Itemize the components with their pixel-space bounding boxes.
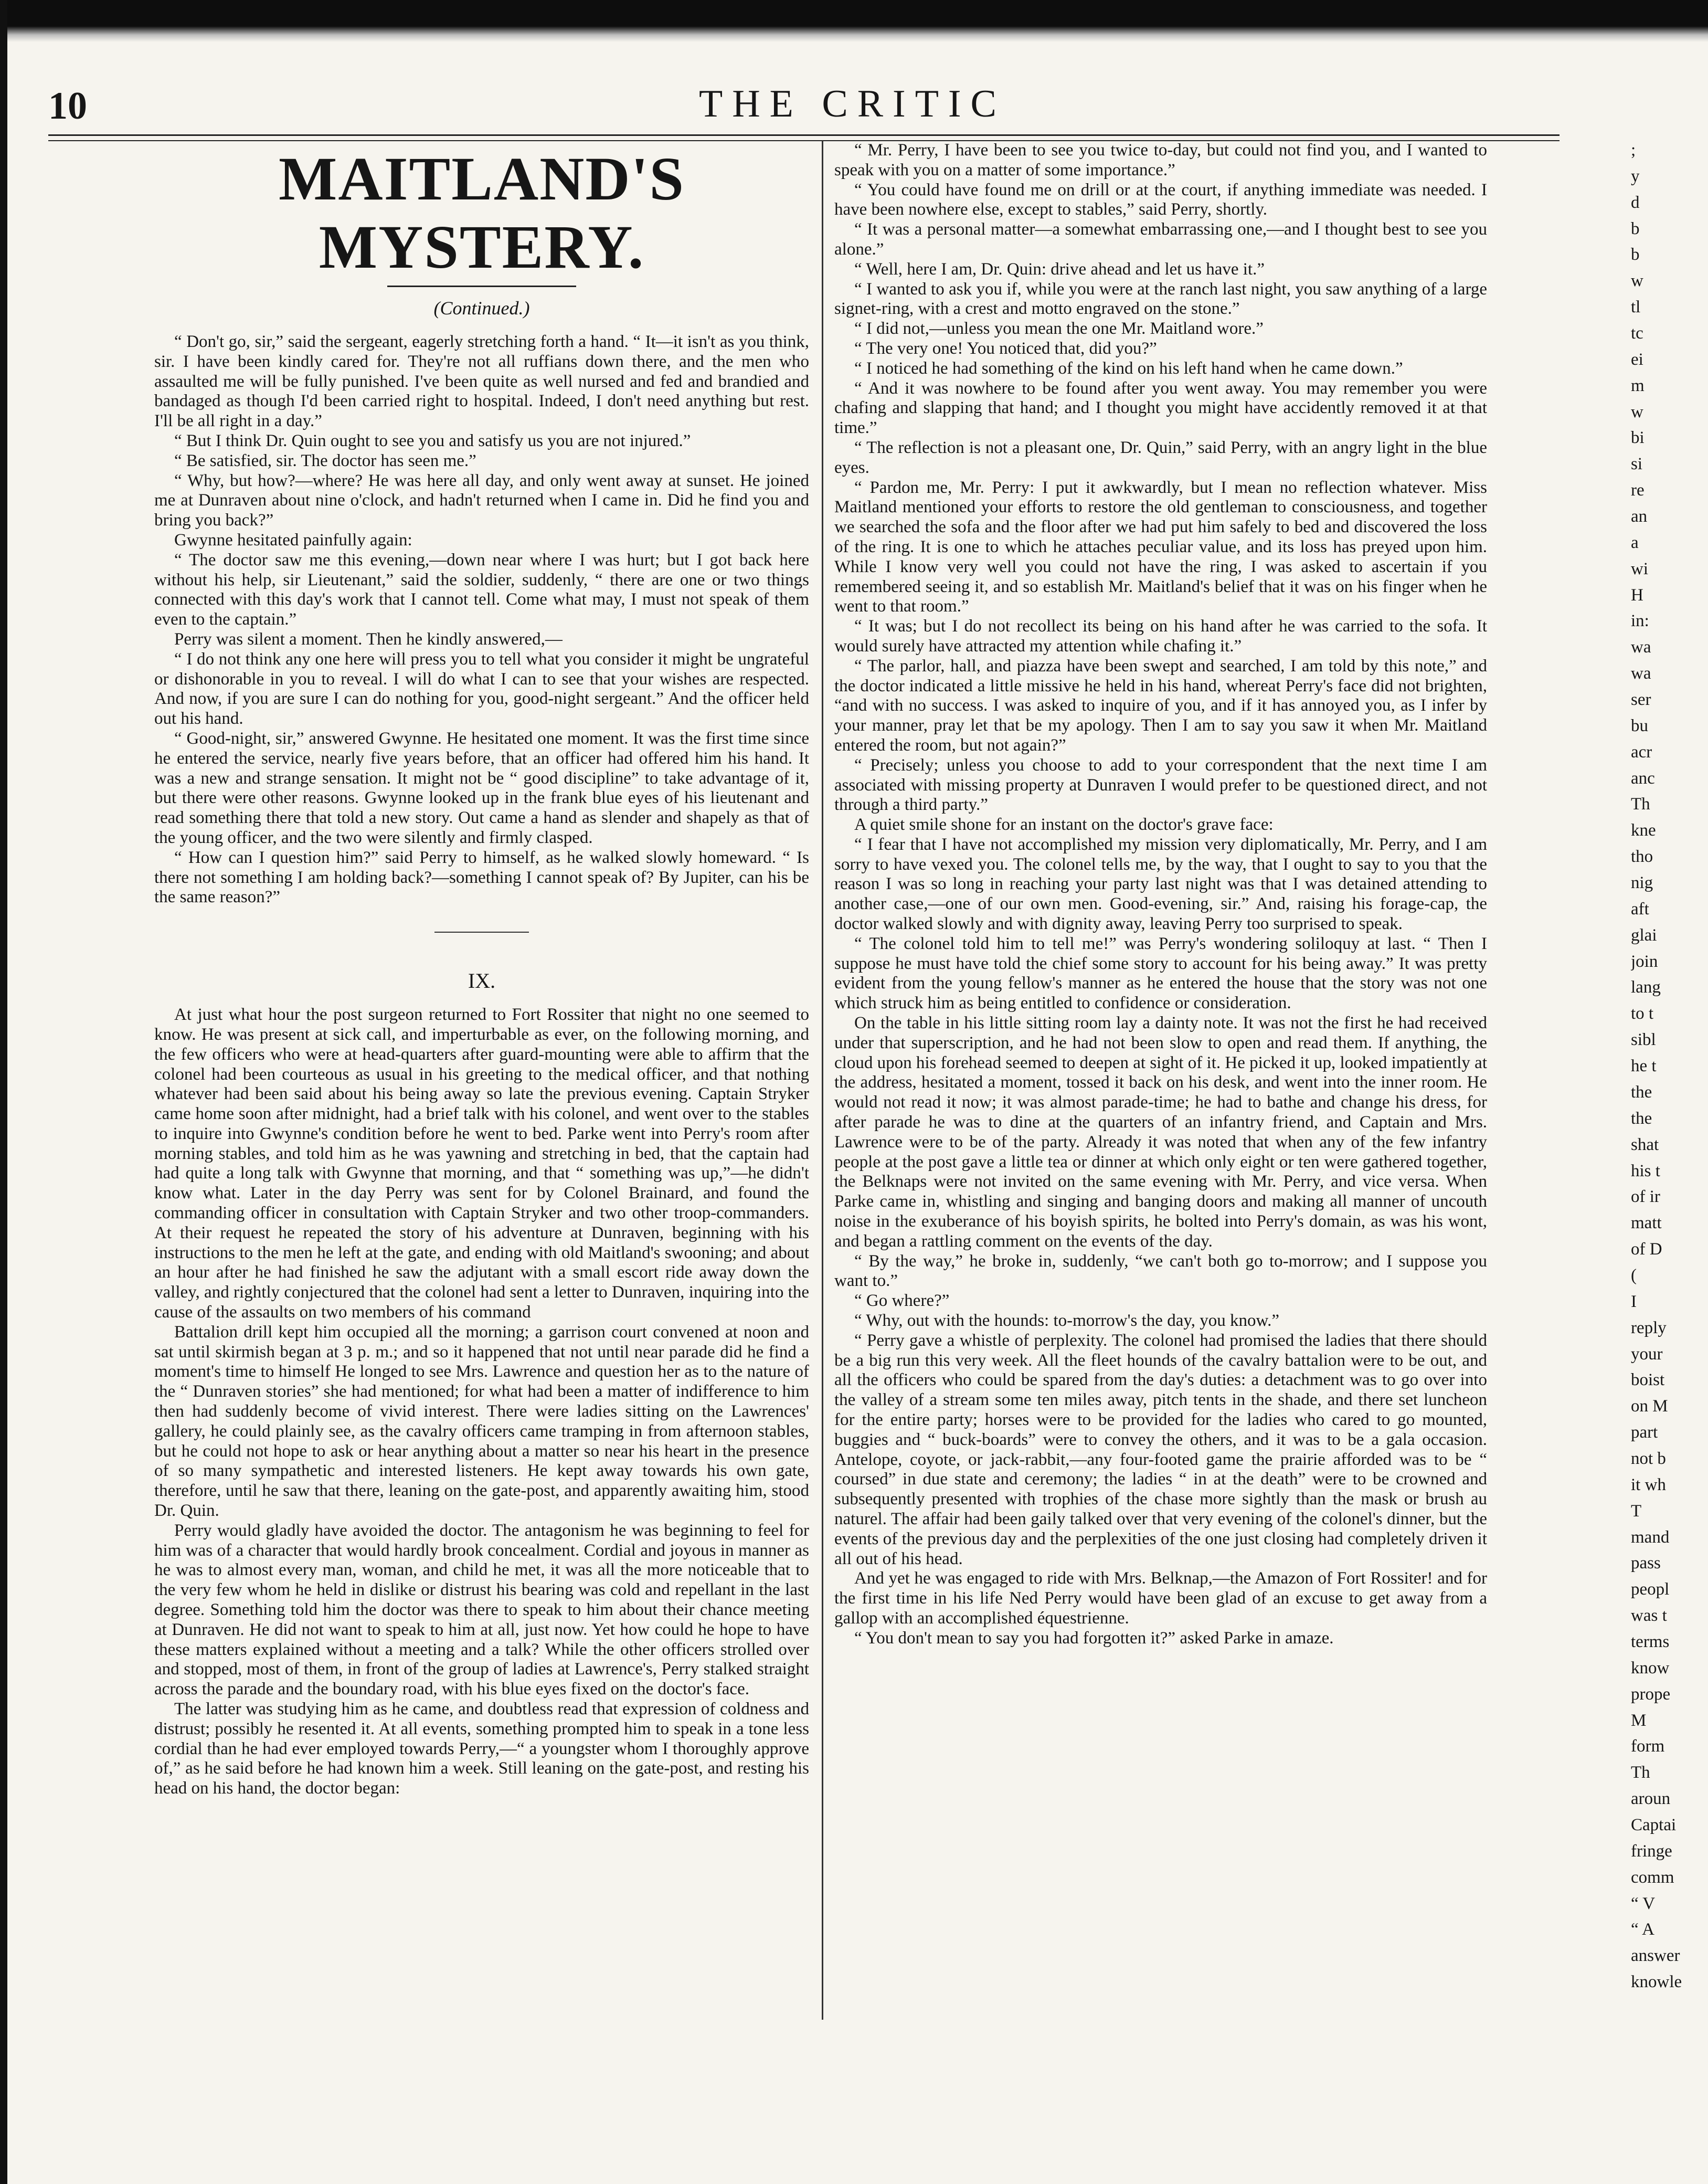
adjacent-page-fragment-text: glai	[1631, 926, 1657, 945]
paragraph: “ I do not think any one here will press you to tell what you consider it might be ungrateful or dishonorable in you to reveal. I will do what I can to see that your wishes are respected. And now, if you are sure I can do nothing for you, good-night sergeant.” And the officer held out his hand.	[154, 649, 809, 729]
adjacent-page-fragment-text: tho	[1631, 847, 1653, 866]
paragraph: “ You could have found me on drill or at the court, if anything immediate was needed. I have been nowhere else, except to stables,” said Perry, shortly.	[834, 180, 1487, 219]
paragraph: “ The colonel told him to tell me!” was Perry's wondering soliloquy at last. “ Then I suppose he must have told the chief some story to account for his being away.” It was pretty evident from the young fellow's manner as he entered the house that the story was not one which struck him as being entitled to confidence or consideration.	[834, 934, 1487, 1013]
paragraph: “ I fear that I have not accomplished my mission very diplomatically, Mr. Perry, and I am sorry to have vexed you. The colonel tells me, by the way, that I ought to say to you that the reason I was so long in reaching your party last night was that I was detained attending to another case,—one of our own men. Good-evening, sir.” And, raising his forage-cap, the doctor walked slowly and with dignity away, leaving Perry too surprised to speak.	[834, 835, 1487, 934]
paragraph: “ Go where?”	[854, 1291, 950, 1311]
adjacent-page-fragment-text: matt	[1631, 1214, 1662, 1232]
adjacent-page-fragment-text: join	[1631, 952, 1658, 971]
paragraph: “ Why, but how?—where? He was here all day, and only went away at sunset. He joined me at Dunraven about nine o'clock, and hadn't returned when I came in. Did he find you and bring you back?”	[154, 471, 809, 530]
adjacent-page-fragment	[1631, 141, 1708, 2030]
adjacent-page-fragment-text: ;	[1631, 141, 1636, 160]
adjacent-page-fragment-text: know	[1631, 1659, 1670, 1677]
right-column-text	[834, 141, 1487, 1649]
adjacent-page-fragment-text: of D	[1631, 1240, 1662, 1259]
paragraph: “ I did not,—unless you mean the one Mr. Maitland wore.”	[854, 319, 1264, 339]
adjacent-page-fragment-text: it wh	[1631, 1475, 1666, 1494]
paragraph: “ It was a personal matter—a somewhat embarrassing one,—and I thought best to see you alone.”	[834, 220, 1487, 259]
paragraph: “ By the way,” he broke in, suddenly, “we can't both go to-morrow; and I suppose you want to.”	[834, 1251, 1487, 1291]
adjacent-page-fragment-text: prope	[1631, 1685, 1671, 1704]
adjacent-page-fragment-text: re	[1631, 481, 1645, 500]
adjacent-page-fragment-text: w	[1631, 403, 1643, 421]
adjacent-page-fragment-text: fringe	[1631, 1842, 1672, 1861]
paragraph: “ Good-night, sir,” answered Gwynne. He hesitated one moment. It was the first time since he entered the service, nearly five years before, that an officer had offered him his hand. It was a new and strange sensation. It might not be “ good discipline” to take advantage of it, but there were other reasons. Gwynne looked up in the frank blue eyes of his lieutenant and read something there that told a new story. Out came a hand as slender and shapely as that of the young officer, and the two were silently and firmly clasped.	[154, 729, 809, 847]
paragraph: “ The reflection is not a pleasant one, Dr. Quin,” said Perry, with an angry light in the blue eyes.	[834, 438, 1487, 477]
paragraph: “ The very one! You noticed that, did you?”	[854, 339, 1157, 358]
paragraph: “ But I think Dr. Quin ought to see you and satisfy us you are not injured.”	[174, 431, 691, 450]
adjacent-page-fragment-text: bu	[1631, 716, 1648, 735]
adjacent-page-fragment-text: kne	[1631, 821, 1656, 840]
article-title: MAITLAND'S MYSTERY.	[279, 144, 685, 281]
adjacent-page-fragment-text: aft	[1631, 900, 1649, 919]
adjacent-page-fragment-text: form	[1631, 1737, 1665, 1756]
paragraph: “ Why, out with the hounds: to-morrow's the day, you know.”	[854, 1311, 1280, 1331]
adjacent-page-fragment-text: of ir	[1631, 1187, 1660, 1206]
adjacent-page-fragment-text: lang	[1631, 978, 1661, 997]
paragraph: The latter was studying him as he came, and doubtless read that expression of coldness and distrust; possibly he resented it. At all events, something prompted him to speak in a tone less cordial than he had ever employed towards Perry,—“ a youngster whom I thoroughly approve of,” as he said before he had known him a week. Still leaning on the gate-post, and resting his head on his hand, the doctor began:	[154, 1700, 809, 1798]
adjacent-page-fragment-text: his t	[1631, 1162, 1660, 1180]
paragraph: Gwynne hesitated painfully again:	[174, 530, 412, 550]
adjacent-page-fragment-text: (	[1631, 1266, 1637, 1285]
paragraph: Battalion drill kept him occupied all the morning; a garrison court convened at noon and sat until skirmish began at 3 p. m.; and so it happened that not until near parade did he find a moment's time to himself He longed to see Mrs. Lawrence and question her as to the nature of the “ Dunraven stories” she had mentioned; for what had been a matter of indifference to him then had suddenly become of vivid interest. There were ladies sitting on the Lawrences' gallery, he could plainly see, as the cavalry officers came tramping in from afternoon stables, but he could not hope to ask or hear anything about a matter so near his heart in the presence of so many sympathetic and interested listeners. He kept away towards his own gate, therefore, until he saw that there, leaning on the gate-post, and apparently awaiting him, stood Dr. Quin.	[154, 1322, 809, 1521]
adjacent-page-fragment-text: the	[1631, 1109, 1652, 1128]
adjacent-page-fragment-text: b	[1631, 219, 1640, 238]
paragraph: “ Precisely; unless you choose to add to your correspondent that the next time I am associated with missing property at Dunraven I would prefer to be questioned direct, and not through a third party.”	[834, 755, 1487, 815]
adjacent-page-fragment-text: wa	[1631, 664, 1651, 683]
paragraph: At just what hour the post surgeon returned to Fort Rossiter that night no one seemed to know. He was present at sick call, and imperturbable as ever, on the following morning, and the few officers who were at head-quarters after guard-mounting were able to affirm that the colonel had been courteous as usual in his greeting to the medical officer, and that nothing whatever had been said about his being away so late the previous evening. Captain Stryker came home soon after midnight, had a brief talk with his colonel, and went over to the stables to inquire into Gwynne's condition before he went to bed. Parke went into Perry's room after morning stables, and told him as he was yawning and stretching in bed, that the captain had had quite a long talk with Gwynne that morning, and that “ something was up,”—he didn't know what. Later in the day Perry was sent for by Colonel Brainard, and found the commanding officer in consultation with Captain Stryker and two other troop-commanders. At their request he repeated the story of his adventure at Dunraven, beginning with his instructions to the men he left at the gate, and ending with old Maitland's swooning; and about an hour after he had finished he saw the adjutant with a small escort ride away down the valley, and rightly conjectured that the colonel had sent a letter to Dunraven, inquiring into the cause of the assaults on two members of his command	[154, 1005, 809, 1322]
paragraph: “ Mr. Perry, I have been to see you twice to-day, but could not find you, and I wanted to speak with you on a matter of some importance.”	[834, 141, 1487, 180]
adjacent-page-fragment-text: mand	[1631, 1528, 1670, 1547]
paragraph: “ The parlor, hall, and piazza have been swept and searched, I am told by this note,” and the doctor indicated a little missive he held in his hand, whereat Perry's face did not brighten, “and with no success. I was asked to inquire of you, and if it has annoyed you, as I infer by your manner, pray let that be my apology. Then I am to say you saw it when Mr. Maitland entered the room, but not again?”	[834, 656, 1487, 755]
scan-left-edge	[0, 0, 7, 2184]
adjacent-page-fragment-text: on M	[1631, 1397, 1668, 1416]
adjacent-page-fragment-text: Th	[1631, 1763, 1650, 1782]
adjacent-page-fragment-text: sibl	[1631, 1030, 1656, 1049]
paragraph: “ I noticed he had something of the kind on his left hand when he came down.”	[854, 358, 1403, 378]
section-ix-text	[154, 1005, 809, 1799]
adjacent-page-fragment-text: answer	[1631, 1946, 1680, 1965]
section-separator	[434, 932, 529, 933]
paragraph: Perry was silent a moment. Then he kindly answered,—	[174, 629, 563, 649]
paragraph: “ Perry gave a whistle of perplexity. The colonel had promised the ladies that there should be a big run this very week. All the fleet hounds of the cavalry battalion were to be out, and all the officers who could be spared from the day's duties: a detachment was to go over into the valley of a stream some ten miles away, pitch tents in the shade, and there set luncheon for the entire party; horses were to be provided for the ladies who cared to go mounted, buggies and “ buck-boards” were to convey the others, and it was to be a gala occasion. Antelope, coyote, or jack-rabbit,—any four-footed game the prairie afforded was to be “ coursed” in due state and ceremony; the ladies “ in at the death” were to be crowned and subsequently presented with trophies of the chase more sightly than the mask or brush au naturel. The affair had been gaily talked over that very evening of the colonel's dinner, but the events of the previous day and the perplexities of the one just closing had completely driven it all out of his head.	[834, 1331, 1487, 1568]
adjacent-page-fragment-text: “ A	[1631, 1920, 1654, 1939]
paragraph: “ Don't go, sir,” said the sergeant, eagerly stretching forth a hand. “ It—it isn't as you think, sir. I have been kindly cared for. They're not all ruffians down there, and the men who assaulted me will be fully punished. I've been quite as well nursed and fed and brandied and bandaged as though I'd been carried right to hospital. Indeed, I don't need anything but rest. I'll be all right in a day.”	[154, 332, 809, 431]
continued-label: (Continued.)	[433, 298, 530, 319]
adjacent-page-fragment-text: T	[1631, 1502, 1642, 1521]
adjacent-page-fragment-text: knowle	[1631, 1972, 1682, 1991]
adjacent-page-fragment-text: Th	[1631, 795, 1650, 814]
paragraph: On the table in his little sitting room lay a dainty note. It was not the first he had received under that superscription, and he had not been slow to open and read them. If anything, the cloud upon his forehead seemed to deepen at sight of it. He picked it up, looked impatiently at the address, hesitated a moment, tossed it back on his desk, and went into the inner room. He would not read it now; it was almost parade-time; he had to bathe and change his dress, for after parade he was to dine at the quarters of an infantry friend, and Captain and Mrs. Lawrence were to be of the party. Already it was noted that when any of the few infantry people at the post gave a little tea or dinner at which only eight or ten were gathered together, the Belknaps were not invited on the same evening with Mr. Perry, and vice versa. When Parke came in, whistling and singing and banging doors and making all manner of uncouth noise in the exuberance of his boyish spirits, he bolted into Perry's domain, as was his wont, and began a rattling comment on the events of the day.	[834, 1014, 1487, 1251]
adjacent-page-fragment-text: nig	[1631, 873, 1653, 892]
adjacent-page-fragment-text: M	[1631, 1711, 1647, 1730]
adjacent-page-fragment-text: your	[1631, 1345, 1663, 1364]
paragraph: “ I wanted to ask you if, while you were at the ranch last night, you saw anything of a large signet-ring, with a crest and motto engraved on the stone.”	[834, 279, 1487, 319]
adjacent-page-fragment-text: y	[1631, 167, 1640, 186]
adjacent-page-fragment-text: pass	[1631, 1554, 1661, 1573]
adjacent-page-fragment-text: to t	[1631, 1004, 1654, 1023]
adjacent-page-fragment-text: the	[1631, 1083, 1652, 1102]
adjacent-page-fragment-text: anc	[1631, 769, 1655, 788]
paragraph: “ Be satisfied, sir. The doctor has seen me.”	[174, 451, 476, 470]
paragraph: Perry would gladly have avoided the doctor. The antagonism he was beginning to feel for him was of a character that would hardly brook concealment. Cordial and joyous in manner as he was to almost every man, woman, and child he met, it was all the more noticeable that to the very few whom he held in dislike or distrust his bearing was cold and repellant in the last degree. Something told him the doctor was there to speak to him about their chance meeting at Dunraven. He did not want to speak to him at all, just now. Yet how could he hope to have these matters explained without a meeting and a talk? While the other officers strolled over and stopped, most of them, in front of the group of ladies at Lawrence's, Perry stalked straight across the parade and the boundary road, with his blue eyes fixed on the doctor's face.	[154, 1521, 809, 1699]
adjacent-page-fragment-text: si	[1631, 455, 1643, 473]
adjacent-page-fragment-text: ei	[1631, 350, 1643, 369]
adjacent-page-fragment-text: boist	[1631, 1370, 1665, 1389]
adjacent-page-fragment-text: terms	[1631, 1632, 1670, 1651]
paragraph: “ You don't mean to say you had forgotten it?” asked Parke in amaze.	[854, 1628, 1334, 1648]
paragraph: A quiet smile shone for an instant on the doctor's grave face:	[854, 815, 1274, 835]
left-column-text	[154, 332, 809, 908]
adjacent-page-fragment-text: reply	[1631, 1318, 1667, 1337]
adjacent-page-fragment-text: aroun	[1631, 1789, 1671, 1808]
adjacent-page-fragment-text: was t	[1631, 1606, 1667, 1625]
adjacent-page-fragment-text: ser	[1631, 690, 1651, 709]
adjacent-page-fragment-text: w	[1631, 271, 1643, 290]
left-column	[154, 141, 809, 2030]
paragraph: “ Well, here I am, Dr. Quin: drive ahead and let us have it.”	[854, 259, 1265, 279]
adjacent-page-fragment-text: comm	[1631, 1868, 1674, 1887]
adjacent-page-fragment-text: in:	[1631, 611, 1649, 630]
paragraph: “ It was; but I do not recollect its being on his hand after he was carried to the sofa. It would surely have attracted my attention while chafing it.”	[834, 617, 1487, 656]
adjacent-page-fragment-text: tl	[1631, 298, 1641, 316]
title-underline	[387, 286, 576, 287]
paragraph: “ Pardon me, Mr. Perry: I put it awkwardly, but I mean no reflection whatever. Miss Maitland mentioned your efforts to restore the old gentleman to consciousness, and together we searched the sofa and the floor after we had put him safely to bed and discovered the loss of the ring. It is one to which he attaches peculiar value, and its loss has preyed upon him. While I know very well you could not have the ring, I was asked to ascertain if you remembered seeing it, and so establish Mr. Maitland's belief that it was on his finger when he went to that room.”	[834, 478, 1487, 616]
adjacent-page-fragment-text: bi	[1631, 428, 1645, 447]
adjacent-page-fragment-text: part	[1631, 1423, 1658, 1442]
adjacent-page-fragment-text: shat	[1631, 1135, 1659, 1154]
column-divider	[822, 141, 823, 2020]
running-title: THE CRITIC	[699, 82, 1006, 125]
paragraph: “ How can I question him?” said Perry to himself, as he walked slowly homeward. “ Is there not something I am holding back?—something I cannot speak of? By Jupiter, can his be the same reason?”	[154, 848, 809, 907]
adjacent-page-fragment-text: wa	[1631, 638, 1651, 657]
adjacent-page-fragment-text: b	[1631, 245, 1640, 264]
scan-top-border	[0, 0, 1708, 26]
right-column	[834, 141, 1487, 2030]
adjacent-page-fragment-text: tc	[1631, 324, 1643, 343]
adjacent-page-fragment-text: “ V	[1631, 1894, 1656, 1913]
adjacent-page-fragment-text: acr	[1631, 743, 1652, 762]
adjacent-page-fragment-text: I	[1631, 1292, 1637, 1311]
adjacent-page-fragment-text: peopl	[1631, 1580, 1670, 1599]
page-header	[48, 79, 1560, 136]
section-number: IX.	[468, 969, 496, 993]
adjacent-page-fragment-text: not b	[1631, 1449, 1666, 1468]
adjacent-page-fragment-text: d	[1631, 193, 1640, 212]
paragraph: “ The doctor saw me this evening,—down near where I was hurt; but I got back here without his help, sir Lieutenant,” said the soldier, suddenly, “ there are one or two things connected with this day's work that I cannot tell. Come what may, I must not speak of them even to the captain.”	[154, 550, 809, 629]
paragraph: “ And it was nowhere to be found after you went away. You may remember you were chafing and slapping that hand; and I thought you might have accidently removed it at that time.”	[834, 378, 1487, 438]
adjacent-page-fragment-text: wi	[1631, 560, 1648, 578]
adjacent-page-fragment-text: a	[1631, 533, 1639, 552]
paragraph: And yet he was engaged to ride with Mrs. Belknap,—the Amazon of Fort Rossiter! and for the first time in his life Ned Perry would have been glad of an excuse to get away from a gallop with an accomplished équestrienne.	[834, 1569, 1487, 1628]
adjacent-page-fragment-text: m	[1631, 376, 1645, 395]
adjacent-page-fragment-text: an	[1631, 507, 1648, 526]
page-number: 10	[48, 85, 87, 128]
adjacent-page-fragment-text: he t	[1631, 1057, 1657, 1075]
adjacent-page-fragment-text: H	[1631, 586, 1643, 605]
adjacent-page-fragment-text: Captai	[1631, 1816, 1677, 1834]
